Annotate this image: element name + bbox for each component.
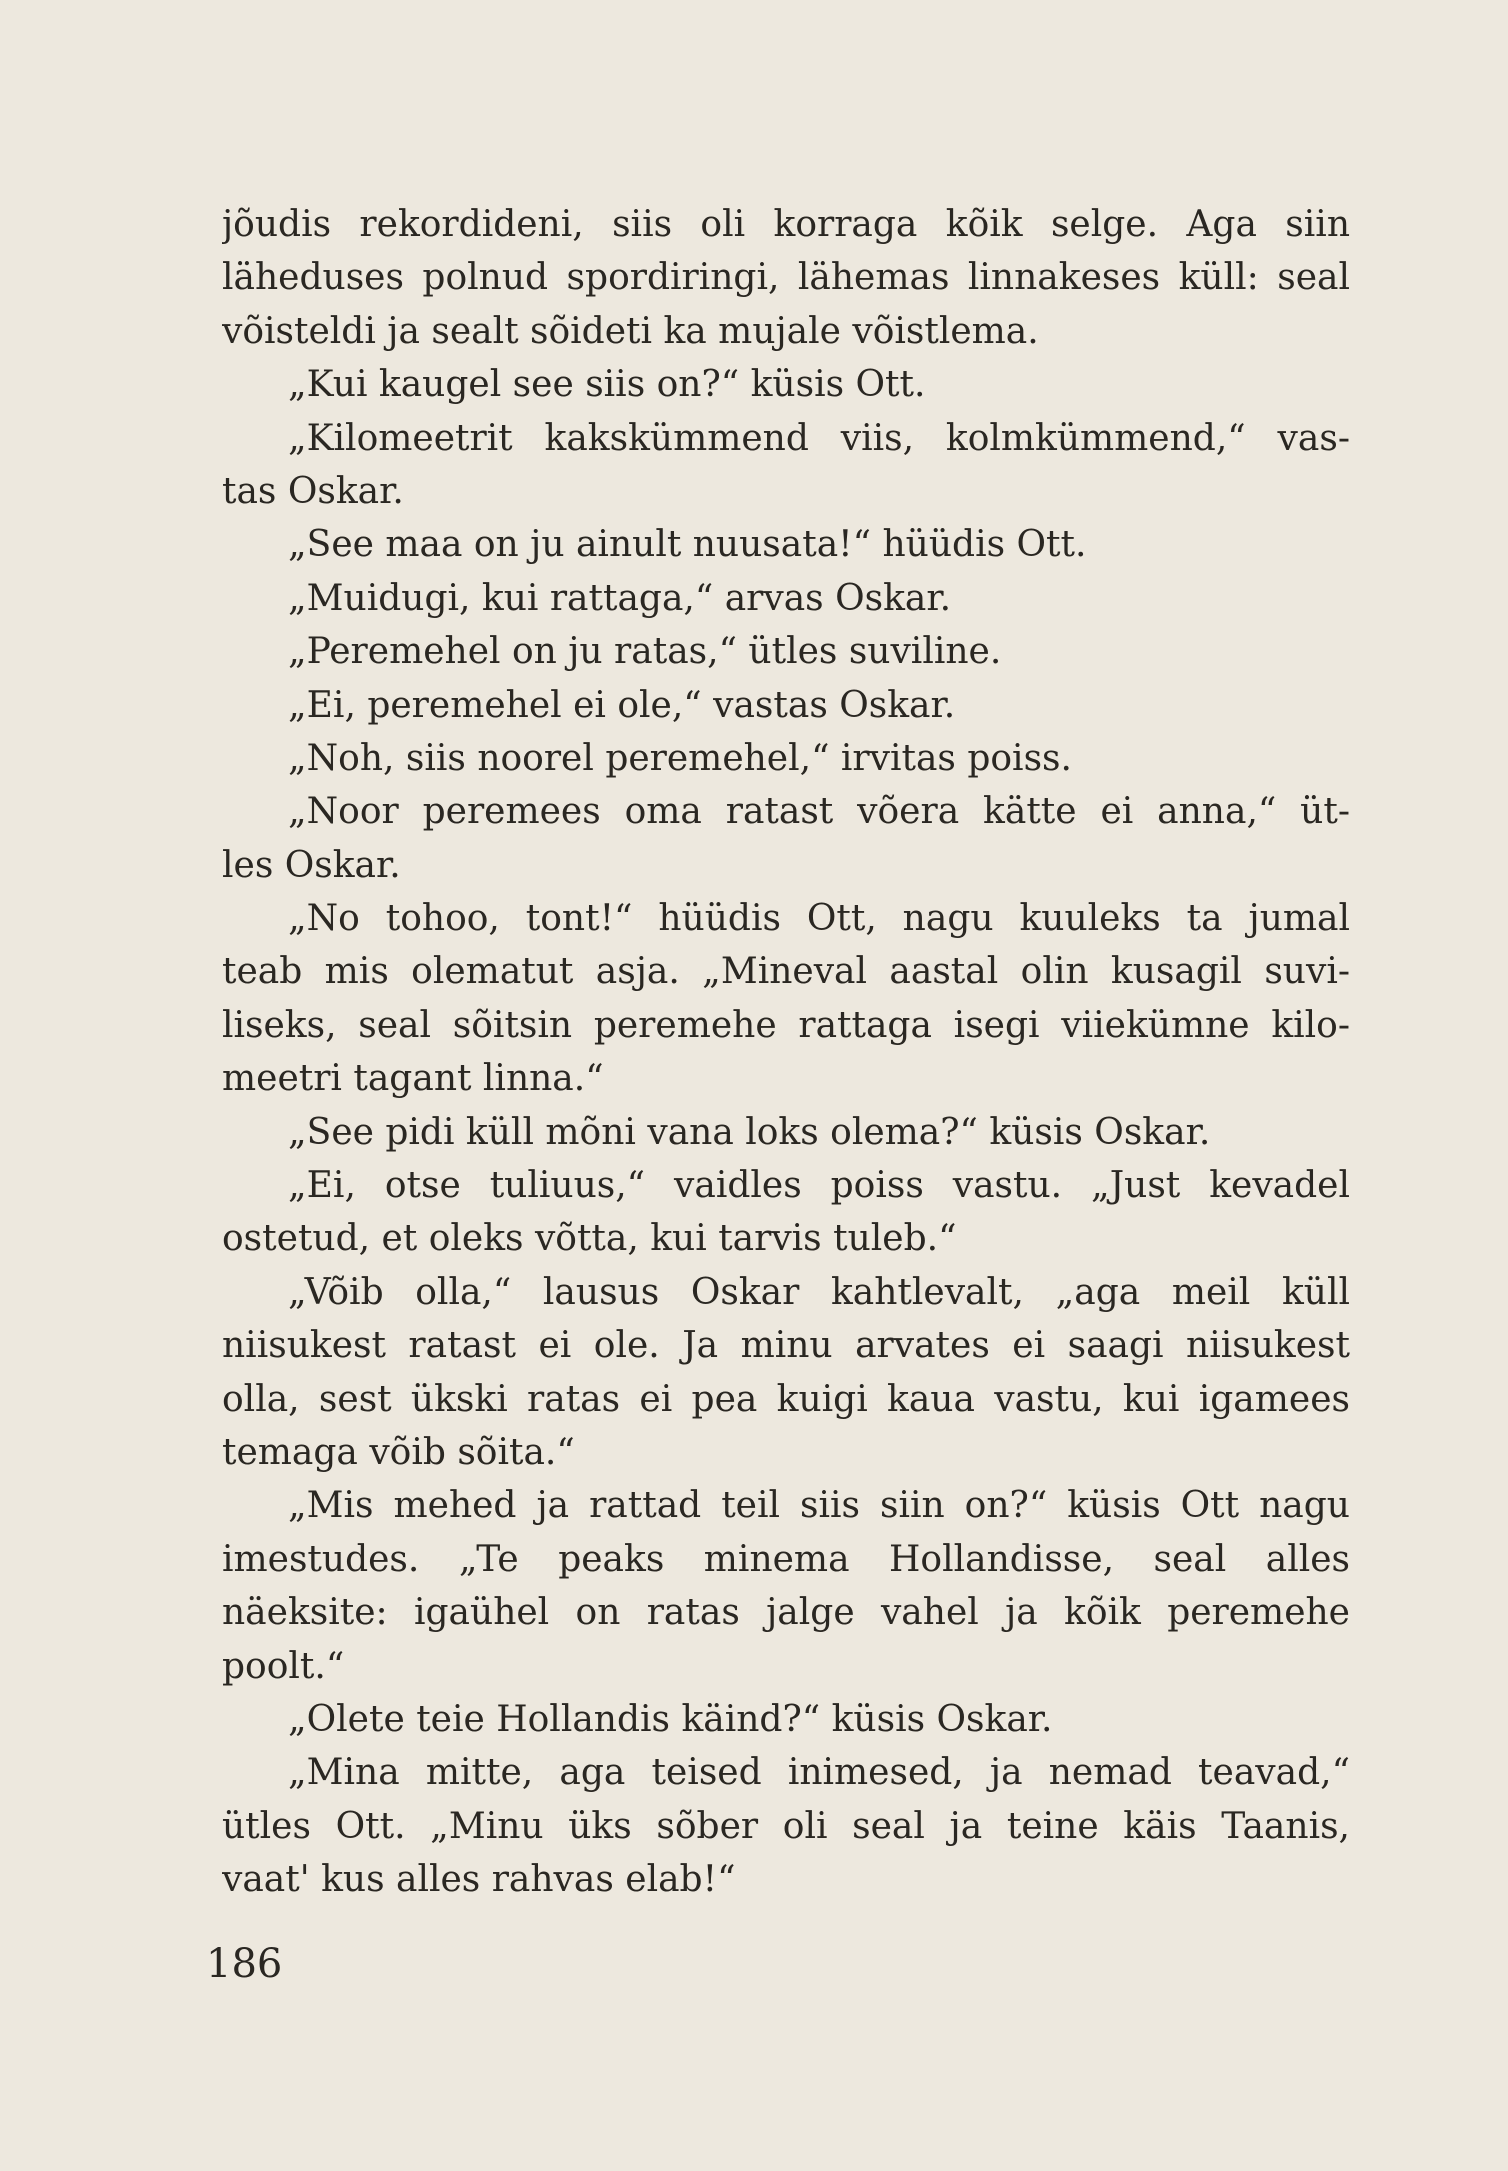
text-line: „Ei, peremehel ei ole,“ vastas Oskar.: [288, 684, 956, 726]
text-line: imestudes. „Te peaks minema Hollandisse, seal alles: [222, 1538, 1350, 1580]
text-line: „See pidi küll mõni vana loks olema?“ küsis Oskar.: [288, 1111, 1211, 1153]
text-line: ütles Ott. „Minu üks sõber oli seal ja teine käis Taanis,: [222, 1805, 1350, 1847]
text-line: teab mis olematut asja. „Mineval aastal olin kusagil suvi-: [222, 951, 1350, 993]
text-line: näeksite: igaühel on ratas jalge vahel ja kõik peremehe: [222, 1592, 1350, 1634]
text-line: võisteldi ja sealt sõideti ka mujale võistlema.: [222, 310, 1039, 352]
text-line: les Oskar.: [222, 844, 401, 886]
text-line: „Mina mitte, aga teised inimesed, ja nemad teavad,“: [288, 1752, 1350, 1794]
page-number: 186: [206, 1941, 283, 1987]
text-line: „No tohoo, tont!“ hüüdis Ott, nagu kuuleks ta jumal: [288, 898, 1350, 940]
text-line: „Ei, otse tuliuus,“ vaidles poiss vastu. „Just kevadel: [288, 1165, 1350, 1207]
text-line: temaga võib sõita.“: [222, 1431, 575, 1473]
text-line: vaat' kus alles rahvas elab!“: [222, 1859, 736, 1901]
text-line: ostetud, et oleks võtta, kui tarvis tuleb.“: [222, 1218, 957, 1260]
text-line: „Noh, siis noorel peremehel,“ irvitas poiss.: [288, 737, 1072, 779]
text-line: jõudis rekordideni, siis oli korraga kõik selge. Aga siin: [222, 204, 1350, 245]
text-line: niisukest ratast ei ole. Ja minu arvates ei saagi niisukest: [222, 1325, 1350, 1367]
text-line: „See maa on ju ainult nuusata!“ hüüdis Ott.: [288, 524, 1087, 566]
text-line: „Võib olla,“ lausus Oskar kahtlevalt, „aga meil küll: [288, 1271, 1350, 1313]
text-line: meetri tagant linna.“: [222, 1058, 604, 1100]
text-line: olla, sest ükski ratas ei pea kuigi kaua vastu, kui igamees: [222, 1378, 1350, 1420]
text-line: „Mis mehed ja rattad teil siis siin on?“ küsis Ott nagu: [288, 1485, 1350, 1527]
text-line: tas Oskar.: [222, 470, 404, 512]
body-text: [222, 198, 1350, 1907]
text-line: poolt.“: [222, 1645, 345, 1687]
text-line: läheduses polnud spordiringi, lähemas linnakeses küll: seal: [222, 257, 1350, 299]
text-line: „Peremehel on ju ratas,“ ütles suviline.: [288, 631, 1002, 673]
text-line: „Muidugi, kui rattaga,“ arvas Oskar.: [288, 577, 952, 619]
text-line: „Kilomeetrit kakskümmend viis, kolmkümmend,“ vas-: [288, 417, 1350, 459]
text-line: liseks, seal sõitsin peremehe rattaga isegi viiekümne kilo-: [222, 1004, 1350, 1046]
text-line: „Olete teie Hollandis käind?“ küsis Oskar.: [288, 1698, 1053, 1740]
text-line: „Noor peremees oma ratast võera kätte ei anna,“ üt-: [288, 791, 1350, 833]
text-line: „Kui kaugel see siis on?“ küsis Ott.: [288, 364, 926, 406]
